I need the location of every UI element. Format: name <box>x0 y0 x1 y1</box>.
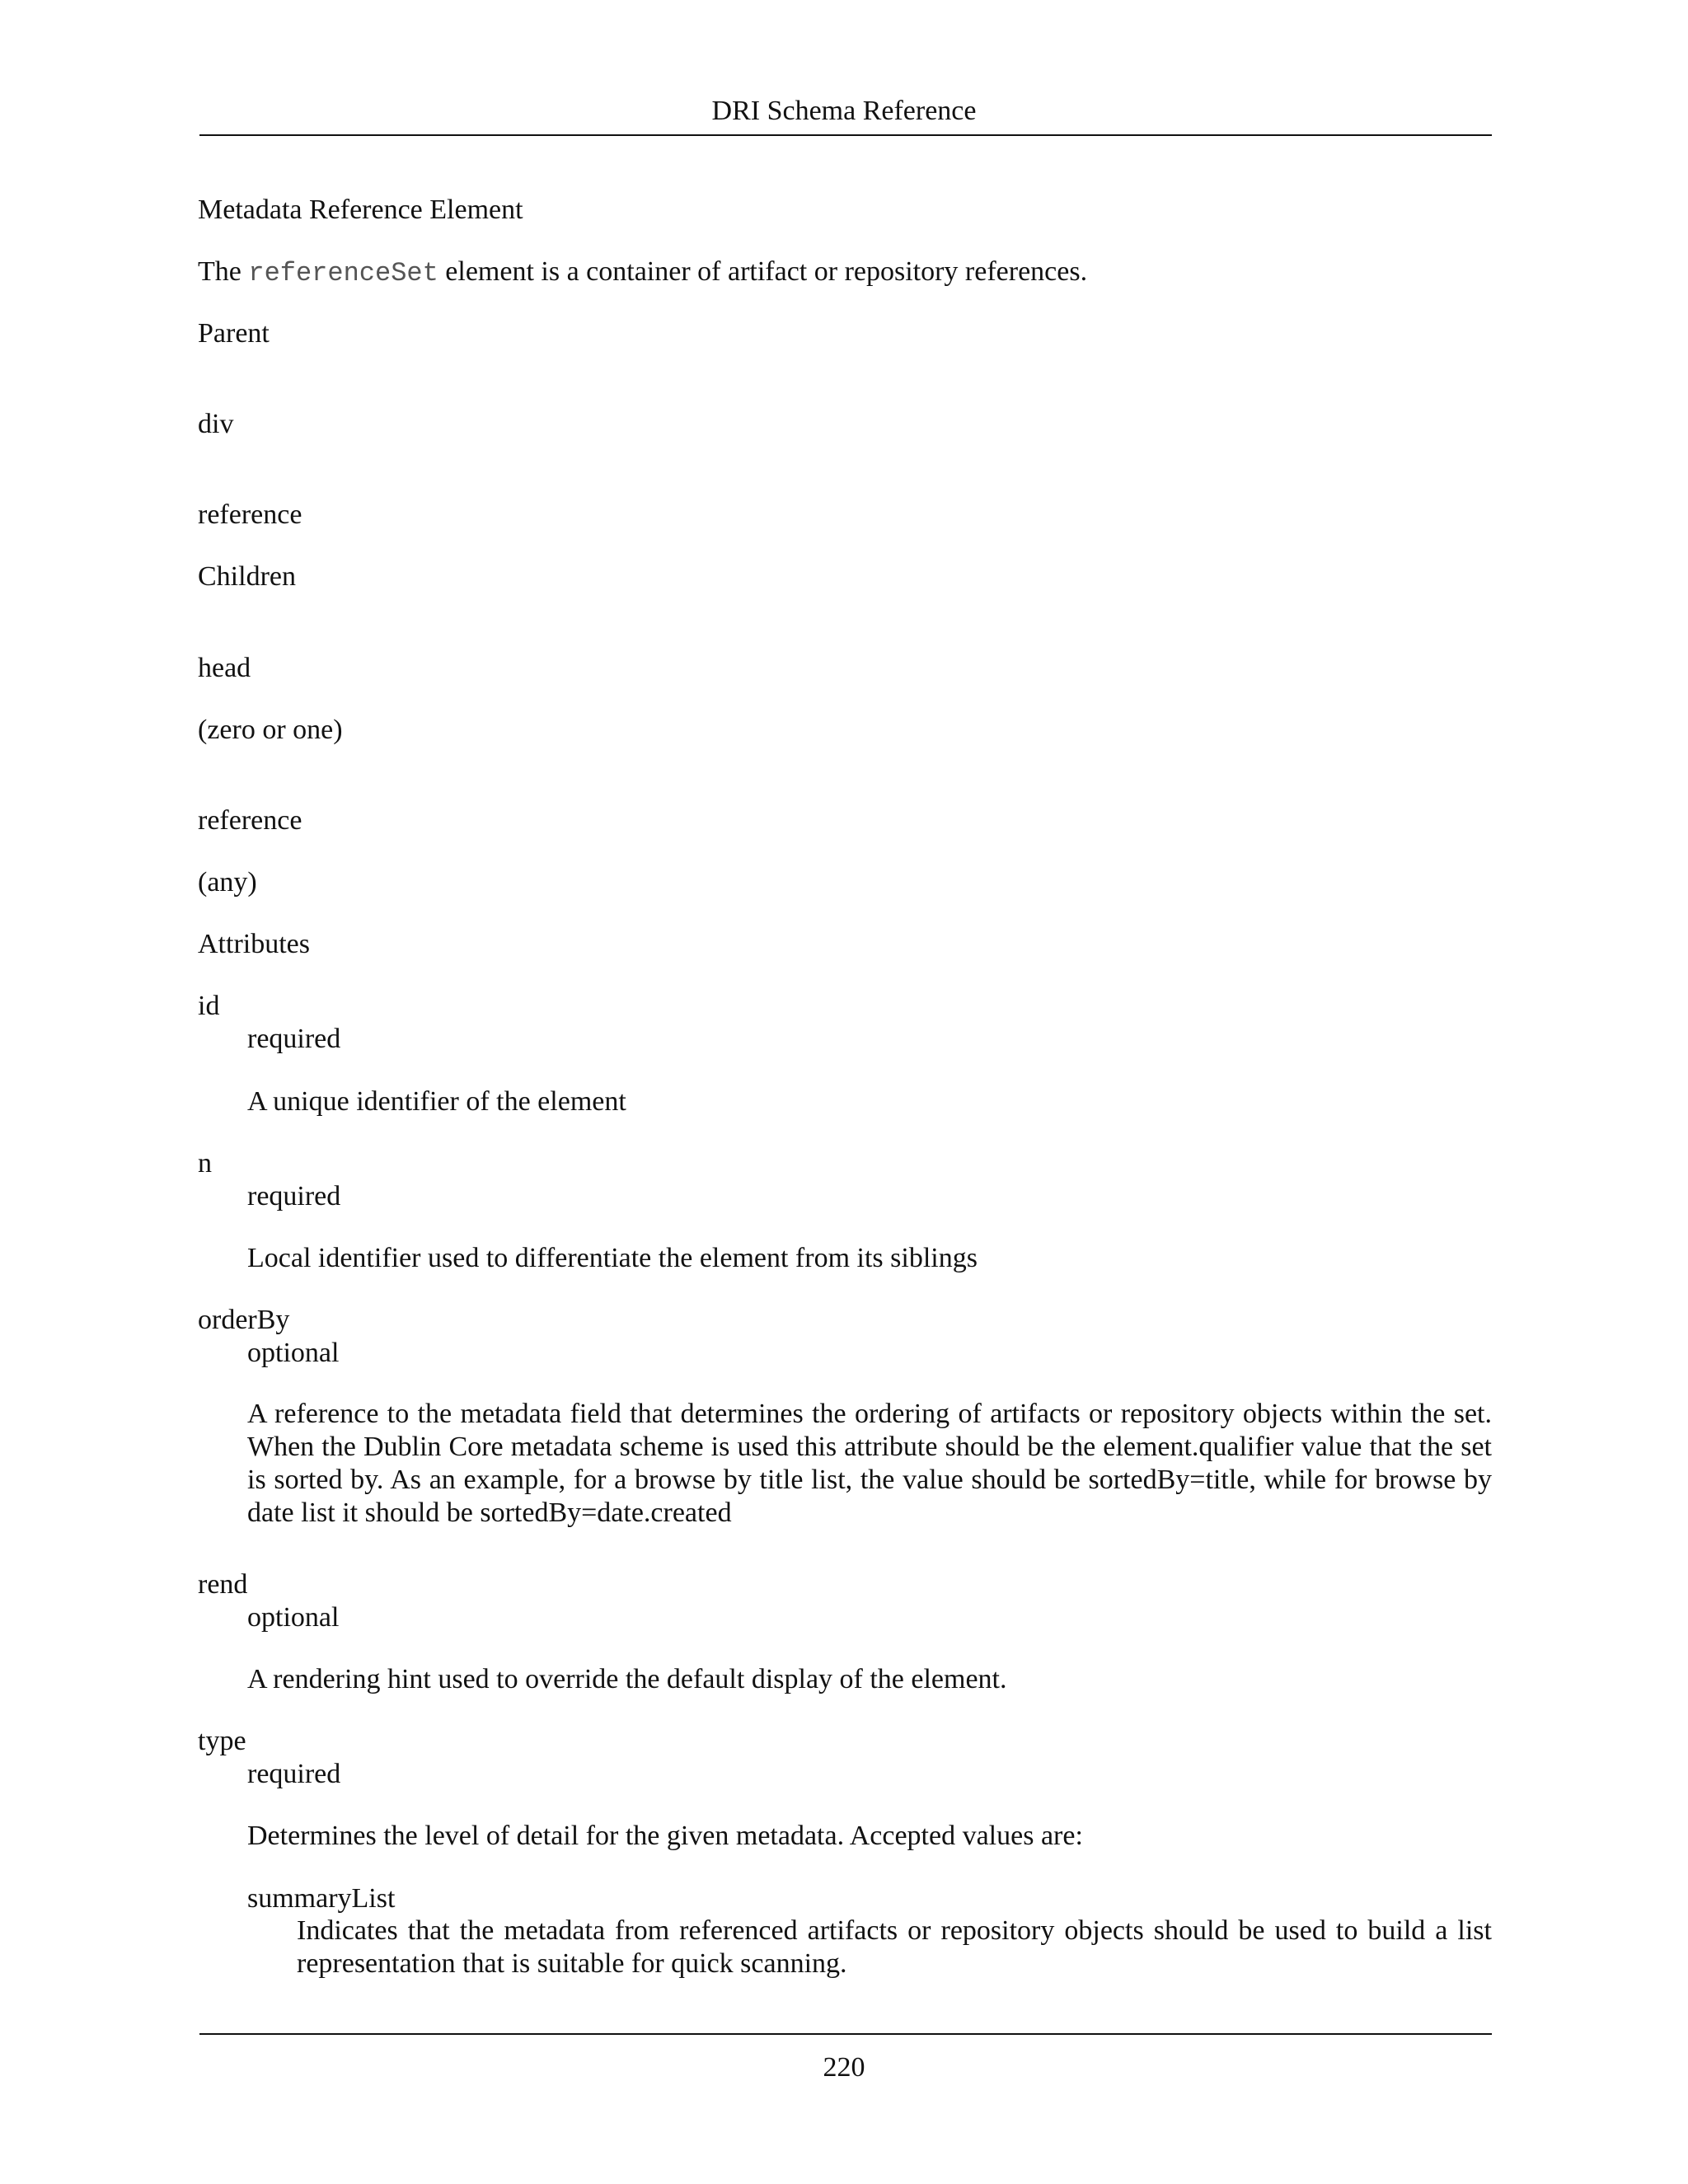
footer-rule <box>199 2033 1492 2035</box>
element-code: referenceSet <box>248 258 438 288</box>
running-header: DRI Schema Reference <box>711 96 977 126</box>
intro-paragraph <box>198 258 1087 287</box>
attribute-status: required <box>247 1024 341 1054</box>
attribute-description: Determines the level of detail for the given metadata. Accepted values are: <box>247 1821 1083 1851</box>
attribute-status: required <box>247 1759 341 1789</box>
attribute-name: n <box>198 1148 212 1179</box>
attribute-name: rend <box>198 1569 248 1600</box>
attribute-status: optional <box>247 1602 340 1633</box>
child-name: reference <box>198 805 302 836</box>
parent-heading: Parent <box>198 318 270 349</box>
children-heading: Children <box>198 561 296 592</box>
attribute-name: id <box>198 991 220 1021</box>
attribute-status: required <box>247 1181 341 1212</box>
attribute-status: optional <box>247 1338 340 1368</box>
header-rule <box>199 134 1492 136</box>
attribute-description: A unique identifier of the element <box>247 1086 626 1117</box>
attribute-description: A rendering hint used to override the default display of the element. <box>247 1664 1007 1694</box>
intro-suffix: element is a container of artifact or repository references. <box>445 256 1088 287</box>
value-description: Indicates that the metadata from referenced artifacts or repository objects should be used to build a list representation that is suitable for quick scanning. <box>297 1915 1492 1979</box>
parent-item: div <box>198 409 234 439</box>
attribute-name: type <box>198 1726 246 1756</box>
parent-item: reference <box>198 499 302 530</box>
attribute-name: orderBy <box>198 1305 290 1335</box>
attribute-description: Local identifier used to differentiate the element from its siblings <box>247 1243 978 1273</box>
value-name: summaryList <box>247 1883 396 1914</box>
section-title: Metadata Reference Element <box>198 194 523 225</box>
child-cardinality: (zero or one) <box>198 715 343 745</box>
child-name: head <box>198 653 251 683</box>
attributes-heading: Attributes <box>198 929 310 959</box>
intro-prefix: The <box>198 256 241 287</box>
child-cardinality: (any) <box>198 867 257 898</box>
page-number: 220 <box>823 2052 865 2083</box>
attribute-description: A reference to the metadata field that determines the ordering of artifacts or repository objects within the set. When the Dublin Core metadata scheme is used this attribute should be the element.qualifier value that the set is sorted by. As an example, for a browse by title list, the value should be sortedBy=title, while for browse by date list it should be sortedBy=date.created <box>247 1399 1492 1528</box>
